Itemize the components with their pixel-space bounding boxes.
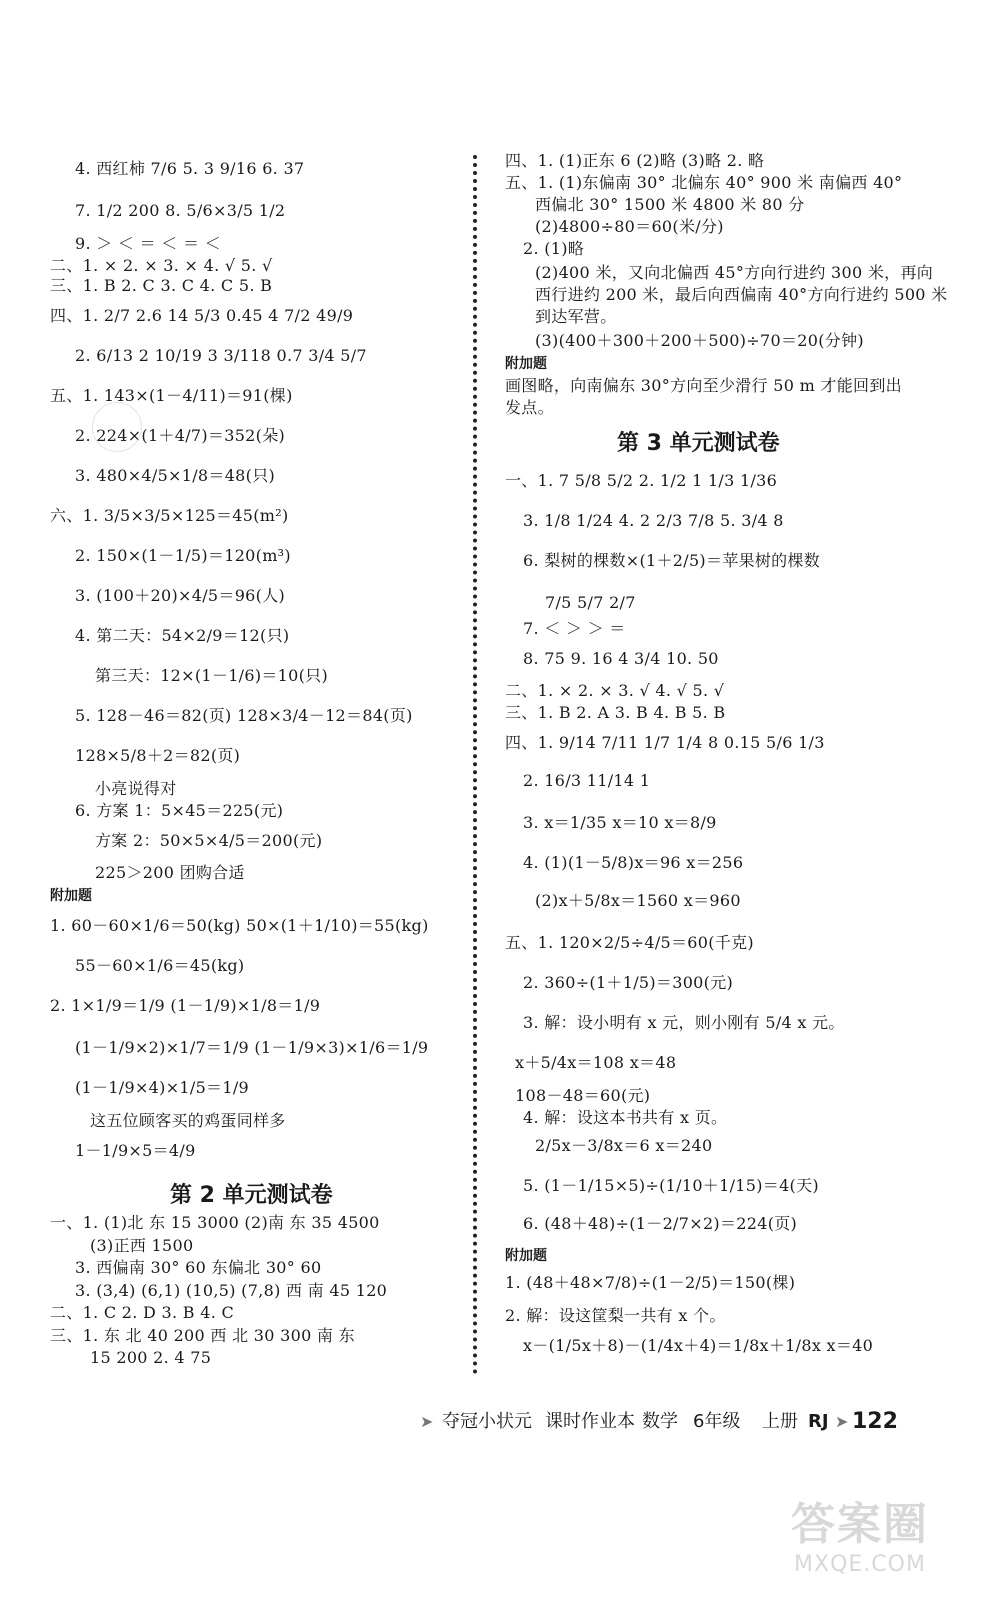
answer-line: 15 200 2. 4 75: [90, 1348, 212, 1367]
answer-line: 2. 360÷(1＋1/5)＝300(元): [523, 973, 734, 992]
answer-line: 发点。: [505, 398, 554, 417]
answer-line: 二、1. C 2. D 3. B 4. C: [50, 1303, 235, 1322]
answer-line: 225＞200 团购合适: [95, 863, 245, 882]
answer-line: (3)(400＋300＋200＋500)÷70＝20(分钟): [535, 331, 864, 350]
bonus-heading: 附加题: [50, 888, 92, 904]
answer-line: 9. ＞ ＜ ＝ ＜ ＝ ＜: [75, 234, 221, 253]
answer-line: (1－1/9×2)×1/7＝1/9 (1－1/9×3)×1/6＝1/9: [75, 1038, 429, 1057]
answer-line: 3. 480×4/5×1/8＝48(只): [75, 466, 276, 485]
answer-line: 4. 第二天：54×2/9＝12(只): [75, 626, 290, 645]
answer-line: 128×5/8＋2＝82(页): [75, 746, 241, 765]
answer-line: 6. (48＋48)÷(1－2/7×2)＝224(页): [523, 1214, 798, 1233]
answer-line: 2. 解：设这筐梨一共有 x 个。: [505, 1306, 726, 1325]
answer-line: 到达军营。: [535, 307, 617, 326]
answer-line: 四、1. 9/14 7/11 1/7 1/4 8 0.15 5/6 1/3: [505, 733, 825, 752]
bonus-heading: 附加题: [505, 1248, 547, 1264]
answer-line: 方案 2：50×5×4/5＝200(元): [95, 831, 323, 850]
answer-line: 二、1. × 2. × 3. √ 4. √ 5. √: [505, 681, 725, 700]
answer-line: 2. 16/3 11/14 1: [523, 771, 651, 790]
answer-line: 三、1. B 2. A 3. B 4. B 5. B: [505, 703, 726, 722]
term-label: 上册: [762, 1411, 798, 1432]
page-footer: [420, 1406, 898, 1438]
answer-line: (2)400 米，又向北偏西 45°方向行进约 300 米，再向: [535, 263, 934, 282]
answer-line: 6. 方案 1：5×45＝225(元): [75, 801, 284, 820]
answer-line: 这五位顾客买的鸡蛋同样多: [90, 1111, 286, 1130]
series-name: 课时作业本: [545, 1411, 635, 1432]
answer-line: x＋5/4x＝108 x＝48: [515, 1053, 677, 1072]
answer-line: 一、1. (1)北 东 15 3000 (2)南 东 35 4500: [50, 1213, 380, 1232]
answer-line: x－(1/5x＋8)－(1/4x＋4)＝1/8x＋1/8x x＝40: [523, 1336, 874, 1355]
answer-line: 1. 60－60×1/6＝50(kg) 50×(1＋1/10)＝55(kg): [50, 916, 429, 935]
answer-line: 五、1. 143×(1－4/11)＝91(棵): [50, 386, 293, 405]
answer-line: 3. x＝1/35 x＝10 x＝8/9: [523, 813, 717, 832]
answer-line: 四、1. 2/7 2.6 14 5/3 0.45 4 7/2 49/9: [50, 306, 354, 325]
arrow-icon: ➤: [835, 1412, 849, 1431]
answer-line: 3. 解：设小明有 x 元，则小刚有 5/4 x 元。: [523, 1013, 845, 1032]
column-divider: [473, 155, 477, 1375]
answer-line: 108－48＝60(元): [515, 1086, 651, 1105]
answer-line: 1－1/9×5＝4/9: [75, 1141, 196, 1160]
answer-line: 7. ＜ ＞ ＞ ＝: [523, 619, 626, 638]
answer-line: (1－1/9×4)×1/5＝1/9: [75, 1078, 250, 1097]
answer-line: 2. 150×(1－1/5)＝120(m³): [75, 546, 291, 565]
answer-line: 55－60×1/6＝45(kg): [75, 956, 245, 975]
answer-line: (2)x＋5/8x＝1560 x＝960: [535, 891, 741, 910]
arrow-icon: ➤: [420, 1412, 434, 1431]
answer-line: 四、1. (1)正东 6 (2)略 (3)略 2. 略: [505, 151, 765, 170]
answer-line: 第三天：12×(1－1/6)＝10(只): [95, 666, 329, 685]
edition-label: RJ: [808, 1411, 829, 1432]
watermark-url: MXQE.COM: [794, 1552, 926, 1577]
answer-line: 6. 梨树的棵数×(1＋2/5)＝苹果树的棵数: [523, 551, 821, 570]
answer-line: 5. 128－46＝82(页) 128×3/4－12＝84(页): [75, 706, 413, 725]
grade-label: 6年级: [693, 1411, 741, 1432]
answer-line: 三、1. 东 北 40 200 西 北 30 300 南 东: [50, 1326, 355, 1345]
answer-line: 3. (100＋20)×4/5＝96(人): [75, 586, 286, 605]
answer-line: 二、1. × 2. × 3. × 4. √ 5. √: [50, 256, 273, 275]
answer-line: (2)4800÷80＝60(米/分): [535, 217, 724, 236]
watermark: [745, 1488, 975, 1580]
page-number: 122: [852, 1409, 898, 1434]
answer-line: 4. (1)(1－5/8)x＝96 x＝256: [523, 853, 744, 872]
unit-3-title: 第 3 单元测试卷: [617, 431, 780, 456]
answer-line: 一、1. 7 5/8 5/2 2. 1/2 1 1/3 1/36: [505, 471, 778, 490]
faint-stamp: [92, 402, 142, 452]
answer-line: 2. 224×(1＋4/7)＝352(朵): [75, 426, 286, 445]
answer-line: 7/5 5/7 2/7: [545, 593, 636, 612]
answer-line: 2. 6/13 2 10/19 3 3/118 0.7 3/4 5/7: [75, 346, 367, 365]
answer-line: 2. 1×1/9＝1/9 (1－1/9)×1/8＝1/9: [50, 996, 321, 1015]
answer-line: 7. 1/2 200 8. 5/6×3/5 1/2: [75, 201, 286, 220]
brand-name: 夺冠小状元: [442, 1411, 532, 1432]
answer-line: 五、1. (1)东偏南 30° 北偏东 40° 900 米 南偏西 40°: [505, 173, 903, 192]
answer-line: 1. (48＋48×7/8)÷(1－2/5)＝150(棵): [505, 1273, 796, 1292]
answer-line: 5. (1－1/15×5)÷(1/10＋1/15)＝4(天): [523, 1176, 819, 1195]
answer-line: 4. 解：设这本书共有 x 页。: [523, 1108, 728, 1127]
answer-line: 西偏北 30° 1500 米 4800 米 80 分: [535, 195, 805, 214]
answer-line: 4. 西红柿 7/6 5. 3 9/16 6. 37: [75, 159, 305, 178]
unit-2-title: 第 2 单元测试卷: [170, 1183, 333, 1208]
answer-line: 六、1. 3/5×3/5×125＝45(m²): [50, 506, 289, 525]
answer-line: 3. (3,4) (6,1) (10,5) (7,8) 西 南 45 120: [75, 1281, 388, 1300]
answer-line: 小亮说得对: [95, 779, 177, 798]
answer-line: 西行进约 200 米，最后向西偏南 40°方向行进约 500 米: [535, 285, 948, 304]
watermark-logo: 答案圈: [791, 1499, 929, 1550]
answer-line: 五、1. 120×2/5÷4/5＝60(千克): [505, 933, 754, 952]
bonus-heading: 附加题: [505, 356, 547, 372]
answer-line: (3)正西 1500: [90, 1236, 194, 1255]
answer-line: 3. 1/8 1/24 4. 2 2/3 7/8 5. 3/4 8: [523, 511, 784, 530]
answer-line: 3. 西偏南 30° 60 东偏北 30° 60: [75, 1258, 322, 1277]
answer-line: 8. 75 9. 16 4 3/4 10. 50: [523, 649, 719, 668]
subject-label: 数学: [642, 1411, 678, 1432]
answer-line: 2. (1)略: [523, 239, 585, 258]
answer-line: 三、1. B 2. C 3. C 4. C 5. B: [50, 276, 273, 295]
answer-line: 画图略，向南偏东 30°方向至少滑行 50 m 才能回到出: [505, 376, 902, 395]
answer-line: 2/5x－3/8x＝6 x＝240: [535, 1136, 713, 1155]
